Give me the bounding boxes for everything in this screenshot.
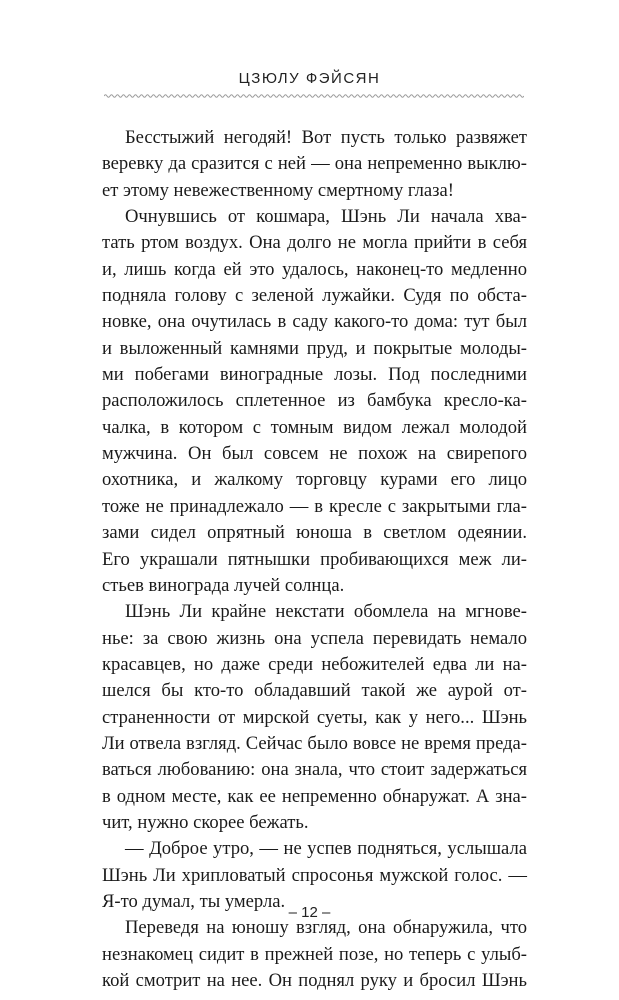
text-line: чит, нужно скорее бежать. bbox=[102, 811, 309, 833]
text-line: Ли отвела взгляд. Сейчас было вовсе не время преда- bbox=[102, 732, 527, 754]
text-line: Очнувшись от кошмара, Шэнь Ли начала хва- bbox=[125, 206, 527, 228]
text-line: Бесстыжий негодяй! Вот пусть только развяжет bbox=[125, 127, 527, 148]
text-line: тоже не принадлежало — в кресле с закрытыми гла- bbox=[102, 495, 527, 517]
text-line: страненности от мирской суеты, как у него... Шэнь bbox=[102, 706, 527, 728]
text-line: и, лишь когда ей это удалось, наконец-то медленно bbox=[102, 258, 527, 280]
page-number: – 12 – bbox=[288, 904, 331, 921]
text-line: — Доброе утро, — не успев подняться, услышала bbox=[125, 838, 527, 860]
text-line: нье: за свою жизнь она успела перевидать немало bbox=[102, 627, 527, 649]
text-line: шелся бы кто-то обладавший такой же аурой от- bbox=[102, 680, 527, 702]
text-line: тать ртом воздух. Она долго не могла прийти в себя bbox=[102, 232, 527, 254]
text-line: подняла голову с зеленой лужайки. Судя по обста- bbox=[102, 285, 527, 307]
text-line: охотника, и жалкому торговцу курами его лицо bbox=[102, 469, 527, 491]
text-line: Шэнь Ли крайне некстати обомлела на мгнове- bbox=[125, 601, 527, 623]
text-line: незнакомец сидит в прежней позе, но теперь с улыб- bbox=[102, 943, 527, 965]
text-line: зами сидел опрятный юноша в светлом одеянии. bbox=[102, 522, 527, 544]
text-line: расположилось сплетенное из бамбука кресло-ка- bbox=[102, 390, 527, 412]
text-line: ми побегами виноградные лозы. Под последними bbox=[102, 364, 527, 386]
text-line: в одном месте, как ее непременно обнаружат. А зна- bbox=[102, 785, 527, 807]
text-line: Переведя на юношу взгляд, она обнаружила, что bbox=[125, 917, 527, 939]
running-head: ЦЗЮЛУ ФЭЙСЯН bbox=[238, 70, 381, 87]
text-line: кой смотрит на нее. Он поднял руку и бросил Шэнь bbox=[102, 970, 527, 991]
text-line: красавцев, но даже среди небожителей едва ли на- bbox=[102, 653, 527, 675]
text-line: ваться любованию: она знала, что стоит задержаться bbox=[102, 759, 527, 781]
text-line: новке, она очутилась в саду какого-то дома: тут был bbox=[102, 311, 527, 333]
body-text bbox=[102, 125, 527, 994]
text-line: мужчина. Он был совсем не похож на свирепого bbox=[102, 443, 527, 465]
text-line: стьев винограда лучей солнца. bbox=[102, 574, 345, 596]
text-line: чалка, в котором с томным видом лежал молодой bbox=[102, 416, 527, 438]
text-line: веревку да сразится с ней — она непременно выклю- bbox=[102, 153, 527, 175]
text-line: Я-то думал, ты умерла. bbox=[102, 890, 286, 912]
text-line: Шэнь Ли хрипловатый спросонья мужской голос. — bbox=[102, 864, 527, 886]
text-line: ет этому невежественному смертному глаза! bbox=[102, 179, 454, 201]
text-line: и выложенный камнями пруд, и покрытые молоды- bbox=[102, 337, 527, 359]
text-line: Его украшали пятнышки пробивающихся меж ли- bbox=[102, 548, 527, 570]
wavy-divider bbox=[104, 92, 524, 100]
